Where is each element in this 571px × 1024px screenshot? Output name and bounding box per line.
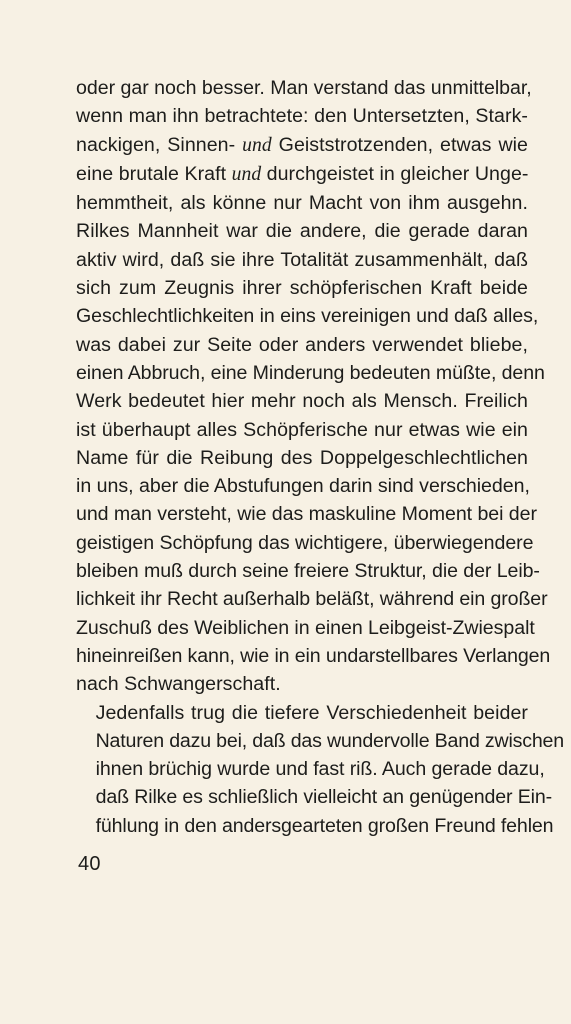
text-run: durchgeistet in gleicher Unge- [261,162,529,185]
text-run: Naturen dazu bei, daß das wundervolle Band zwischen [95,729,564,752]
text-line [76,416,528,444]
text-line [76,500,537,528]
text-line [76,331,528,359]
text-line [76,812,554,840]
text-line [76,727,564,755]
text-run: aktiv wird, daß sie ihre Totalität zusammenhält, daß [76,248,528,271]
text-line [76,529,534,557]
text-run: sich zum Zeugnis ihrer schöpferischen Kraft beide [76,277,528,300]
text-line [76,614,535,642]
text-run: Rilkes Mannheit war die andere, die gerade daran [76,220,528,243]
text-line [76,359,545,387]
text-line [76,74,532,102]
text-line [76,274,528,302]
text-run: und man versteht, wie das maskuline Moment bei der [76,503,537,526]
text-run: bleiben muß durch seine freiere Struktur, die der Leib- [76,560,540,583]
page-number: 40 [78,853,101,875]
text-run: Werk bedeutet hier mehr noch als Mensch. Freilich [76,390,528,413]
text-line [76,189,528,217]
italic-word: und [231,163,262,185]
text-run: nackigen, Sinnen- [76,133,243,156]
text-run: oder gar noch besser. Man verstand das unmittelbar, [76,77,532,99]
text-line [76,783,552,811]
text-line [76,246,528,274]
text-run: in uns, aber die Abstufungen darin sind verschieden, [76,475,530,498]
text-line [76,472,528,500]
text-line [76,699,528,727]
text-run: nach Schwangerschaft. [76,673,281,696]
text-line [76,585,548,613]
text-line [76,160,528,189]
text-line [76,755,545,783]
paragraph [76,699,564,840]
text-run: Geiststrotzenden, etwas wie [271,133,528,156]
text-run: wenn man ihn betrachtete: den Untersetzten, Stark- [76,105,528,128]
text-run: Name für die Reibung des Doppelgeschlechtlichen [76,446,528,469]
text-run: Jedenfalls trug die tiefere Verschiedenheit beider [95,701,528,724]
text-run: eine brutale Kraft [76,162,232,185]
text-run: lichkeit ihr Recht außerhalb beläßt, während ein großer [76,588,548,611]
text-run: daß Rilke es schließlich vielleicht an genügender Ein- [95,786,552,809]
text-line [76,387,528,415]
text-run: geistigen Schöpfung das wichtigere, überwiegendere [76,531,534,554]
text-run: hemmtheit, als könne nur Macht von ihm ausgehn. [76,192,528,215]
paragraph [76,74,551,699]
text-run: ist überhaupt alles Schöpferische nur etwas wie ein [76,418,528,441]
text-run: Zuschuß des Weiblichen in einen Leibgeist-Zwiespalt [76,616,535,639]
text-line [76,557,540,585]
text-run: einen Abbruch, eine Minderung bedeuten müßte, denn [76,361,545,384]
text-line [76,642,551,670]
text-run: Geschlechtlichkeiten in eins vereinigen und daß alles, [76,305,539,328]
body-text [76,74,564,840]
text-line [76,131,528,160]
text-run: hineinreißen kann, wie in ein undarstellbares Verlangen [76,644,551,667]
text-run: ihnen brüchig wurde und fast riß. Auch gerade dazu, [95,758,545,781]
text-line [76,102,528,130]
text-line [76,217,528,245]
text-run: was dabei zur Seite oder anders verwendet bliebe, [76,333,528,356]
italic-word: und [242,134,272,156]
text-line [76,670,528,698]
text-run: fühlung in den andersgearteten großen Freund fehlen [95,814,554,837]
text-line [76,444,528,472]
text-line [76,302,539,330]
